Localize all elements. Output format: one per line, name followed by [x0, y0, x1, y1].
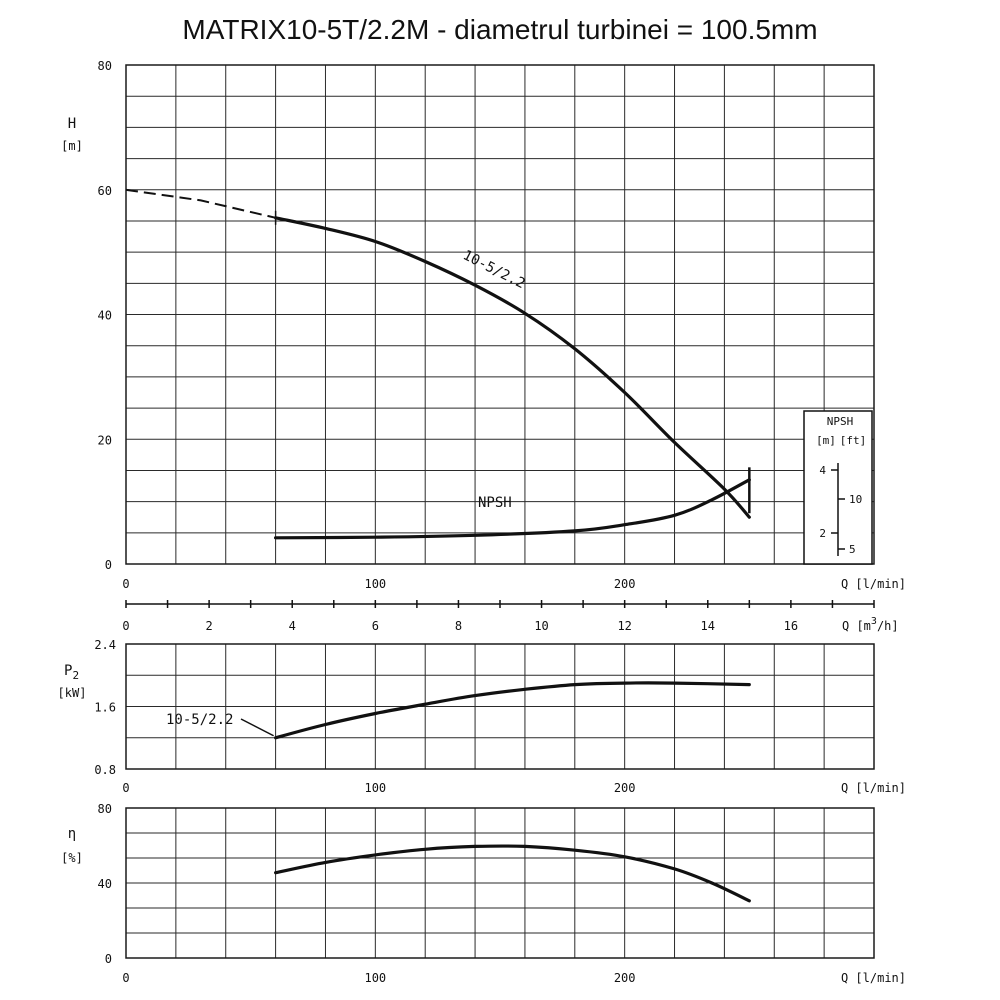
power-y-tick-label: 2.4	[94, 638, 116, 652]
power-y-label: $P_2$	[64, 663, 80, 682]
power-curve-10-5-2-2	[276, 683, 750, 738]
efficiency-curve	[276, 846, 750, 901]
npsh-curve	[276, 480, 750, 538]
head-y-tick-label: 40	[97, 308, 112, 323]
power-series-leader-line	[241, 719, 274, 736]
head-y-label: H	[67, 116, 77, 132]
power-panel-grid	[126, 644, 874, 769]
head-curve-extrapolated	[126, 190, 276, 218]
power-x-label: Q [l/min]	[840, 781, 906, 795]
power-y-tick-label: 1.6	[94, 700, 116, 715]
power-x-tick-label: 0	[122, 781, 130, 795]
efficiency-panel-grid	[126, 808, 874, 958]
power-y-unit: [kW]	[57, 686, 87, 700]
power-y-tick-label: 0.8	[94, 763, 116, 777]
head-panel-grid	[126, 65, 874, 564]
head-x-tick-label: 100	[364, 577, 387, 591]
npsh-axis-unit-m: [m]	[816, 434, 836, 447]
efficiency-y-unit: [%]	[61, 851, 83, 865]
flow-scale-tick-label: 12	[617, 619, 632, 633]
efficiency-y-tick-label: 40	[97, 877, 112, 891]
npsh-axis-m-tick-label: 2	[819, 527, 826, 540]
head-y-tick-label: 60	[97, 183, 112, 198]
chart-title: MATRIX10-5T/2.2M - diametrul turbinei = 100.5mm	[182, 14, 818, 45]
flow-scale-tick-label: 16	[783, 619, 799, 633]
efficiency-y-tick-label: 80	[97, 802, 112, 816]
flow-scale-tick-label: 8	[454, 619, 463, 633]
efficiency-y-tick-label: 0	[104, 952, 112, 966]
head-y-unit: [m]	[61, 139, 83, 153]
flow-scale-tick-label: 0	[122, 619, 130, 633]
npsh-axis-ft-tick-label: 10	[849, 493, 863, 506]
head-x-tick-label: 200	[613, 577, 636, 591]
flow-scale-tick-label: 2	[205, 619, 213, 633]
power-x-tick-label: 200	[613, 781, 636, 795]
npsh-series-label: NPSH	[478, 495, 512, 511]
flow-scale-x-label: Q $[m^3/h]$	[842, 616, 899, 633]
power-series-label: 10-5/2.2	[166, 712, 234, 728]
head-y-tick-label: 0	[104, 558, 112, 572]
npsh-axis-m-tick-label: 4	[819, 464, 826, 477]
efficiency-x-label: Q [l/min]	[840, 971, 906, 985]
npsh-axis-ft-tick-label: 5	[849, 543, 856, 556]
head-series-label: 10-5/2.2	[460, 247, 528, 293]
efficiency-x-tick-label: 0	[122, 971, 130, 985]
efficiency-x-tick-label: 200	[613, 971, 636, 985]
head-y-tick-label: 80	[97, 59, 112, 73]
flow-scale-tick-label: 10	[534, 619, 549, 633]
flow-scale-tick-label: 14	[700, 619, 716, 633]
head-curve-10-5-2-2	[276, 218, 750, 517]
head-x-label: Q [l/min]	[840, 577, 906, 591]
flow-scale-tick-label: 4	[288, 619, 296, 633]
flow-scale-tick-label: 6	[371, 619, 379, 633]
head-x-tick-label: 0	[122, 577, 130, 591]
efficiency-y-label: η	[67, 826, 77, 842]
efficiency-x-tick-label: 100	[364, 971, 387, 985]
head-y-tick-label: 20	[97, 433, 112, 448]
npsh-axis-title: NPSH	[826, 415, 854, 428]
npsh-axis-unit-ft: [ft]	[839, 434, 867, 447]
power-x-tick-label: 100	[364, 781, 387, 795]
